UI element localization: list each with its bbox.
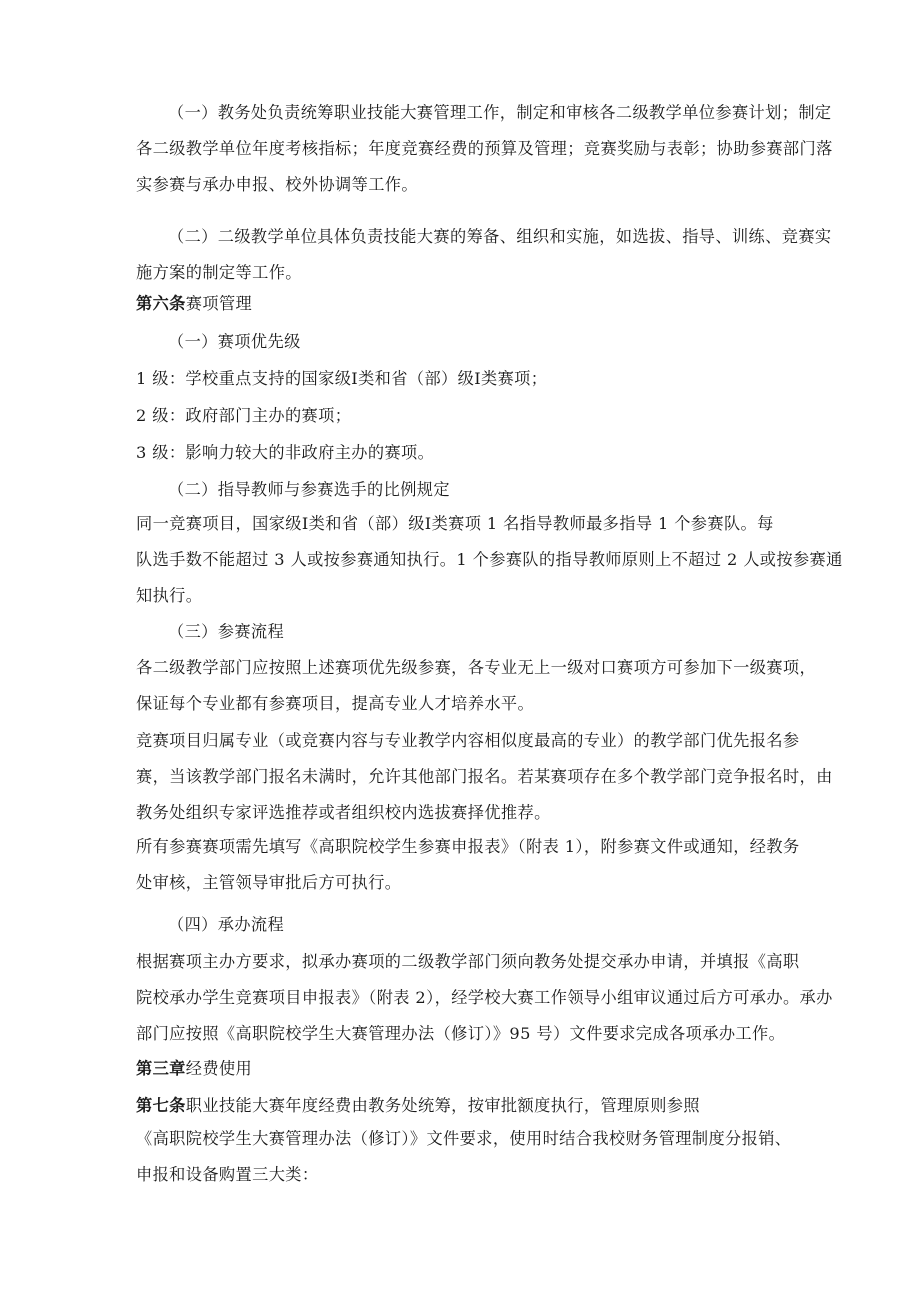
article-seven-heading: [136, 1088, 700, 1124]
text-line: （一）教务处负责统筹职业技能大赛管理工作，制定和审核各二级教学单位参赛计划；制定: [168, 103, 832, 122]
subheading-priority: [136, 324, 301, 360]
paragraph-process-application: [136, 829, 800, 901]
article-six-heading: [136, 286, 252, 322]
subheading-process: [136, 614, 284, 650]
paragraph-funding-rules: [136, 1121, 791, 1193]
article-title: 赛项管理: [185, 294, 253, 313]
text-line: 竞赛项目归属专业（或竞赛内容与专业教学内容相似度最高的专业）的教学部门优先报名参: [136, 731, 800, 750]
text-line: （二）二级教学单位具体负责技能大赛的筹备、组织和实施，如选拔、指导、训练、竞赛实: [168, 227, 832, 246]
subheading-ratio: [136, 472, 450, 508]
article-body: 职业技能大赛年度经费由教务处统筹，按审批额度执行，管理原则参照: [185, 1096, 700, 1115]
priority-level-3: [136, 435, 434, 471]
text-line: 知执行。: [136, 586, 203, 605]
text-line: （四）承办流程: [168, 915, 285, 934]
text-line: 3 级：影响力较大的非政府主办的赛项。: [136, 443, 435, 462]
chapter-three-heading: [136, 1051, 252, 1087]
text-line: 赛，当该教学部门报名未满时，允许其他部门报名。若某赛项存在多个教学部门竞争报名时，由: [136, 767, 833, 786]
text-line: （三）参赛流程: [168, 622, 285, 641]
paragraph-duties-academic-office: [136, 95, 833, 203]
paragraph-ratio-rules: [136, 506, 843, 614]
article-number: 第六条: [136, 294, 186, 313]
text-line: （二）指导教师与参赛选手的比例规定: [168, 480, 450, 499]
text-line: （一）赛项优先级: [168, 332, 301, 351]
paragraph-duties-teaching-units: [136, 219, 832, 291]
subheading-hosting: [136, 907, 284, 943]
text-line: 申报和设备购置三大类：: [136, 1165, 319, 1184]
text-line: 处审核，主管领导审批后方可执行。: [136, 873, 402, 892]
text-line: 各二级教学单位年度考核指标；年度竞赛经费的预算及管理；竞赛奖励与表彰；协助参赛部门落: [136, 139, 833, 158]
chapter-title: 经费使用: [185, 1059, 253, 1078]
priority-level-1: [136, 361, 547, 397]
chapter-number: 第三章: [136, 1059, 186, 1078]
paragraph-hosting-process: [136, 944, 833, 1052]
paragraph-process-priority: [136, 650, 816, 722]
text-line: 2 级：政府部门主办的赛项；: [136, 406, 352, 425]
text-line: 同一竞赛项目，国家级Ⅰ类和省（部）级Ⅰ类赛项 1 名指导教师最多指导 1 个参赛队。每: [136, 514, 774, 533]
priority-level-2: [136, 398, 351, 434]
text-line: 保证每个专业都有参赛项目，提高专业人才培养水平。: [136, 694, 535, 713]
text-line: 院校承办学生竞赛项目申报表》（附表 2），经学校大赛工作领导小组审议通过后方可承办。承办: [136, 988, 833, 1007]
text-line: 教务处组织专家评选推荐或者组织校内选拔赛择优推荐。: [136, 803, 551, 822]
text-line: 所有参赛赛项需先填写《高职院校学生参赛申报表》（附表 1），附参赛文件或通知，经教务: [136, 837, 800, 856]
text-line: 实参赛与承办申报、校外协调等工作。: [136, 175, 418, 194]
text-line: 根据赛项主办方要求，拟承办赛项的二级教学部门须向教务处提交承办申请，并填报《高职: [136, 952, 800, 971]
article-number: 第七条: [136, 1096, 186, 1115]
text-line: 各二级教学部门应按照上述赛项优先级参赛，各专业无上一级对口赛项方可参加下一级赛项，: [136, 658, 817, 677]
text-line: 队选手数不能超过 3 人或按参赛通知执行。1 个参赛队的指导教师原则上不超过 2 人或按参赛通: [136, 550, 843, 569]
text-line: 施方案的制定等工作。: [136, 263, 302, 282]
text-line: 1 级：学校重点支持的国家级Ⅰ类和省（部）级Ⅰ类赛项；: [136, 369, 548, 388]
text-line: 部门应按照《高职院校学生大赛管理办法（修订）》95 号）文件要求完成各项承办工作。: [136, 1024, 786, 1043]
paragraph-process-registration: [136, 723, 833, 831]
text-line: 《高职院校学生大赛管理办法（修订）》文件要求，使用时结合我校财务管理制度分报销、: [136, 1129, 792, 1148]
